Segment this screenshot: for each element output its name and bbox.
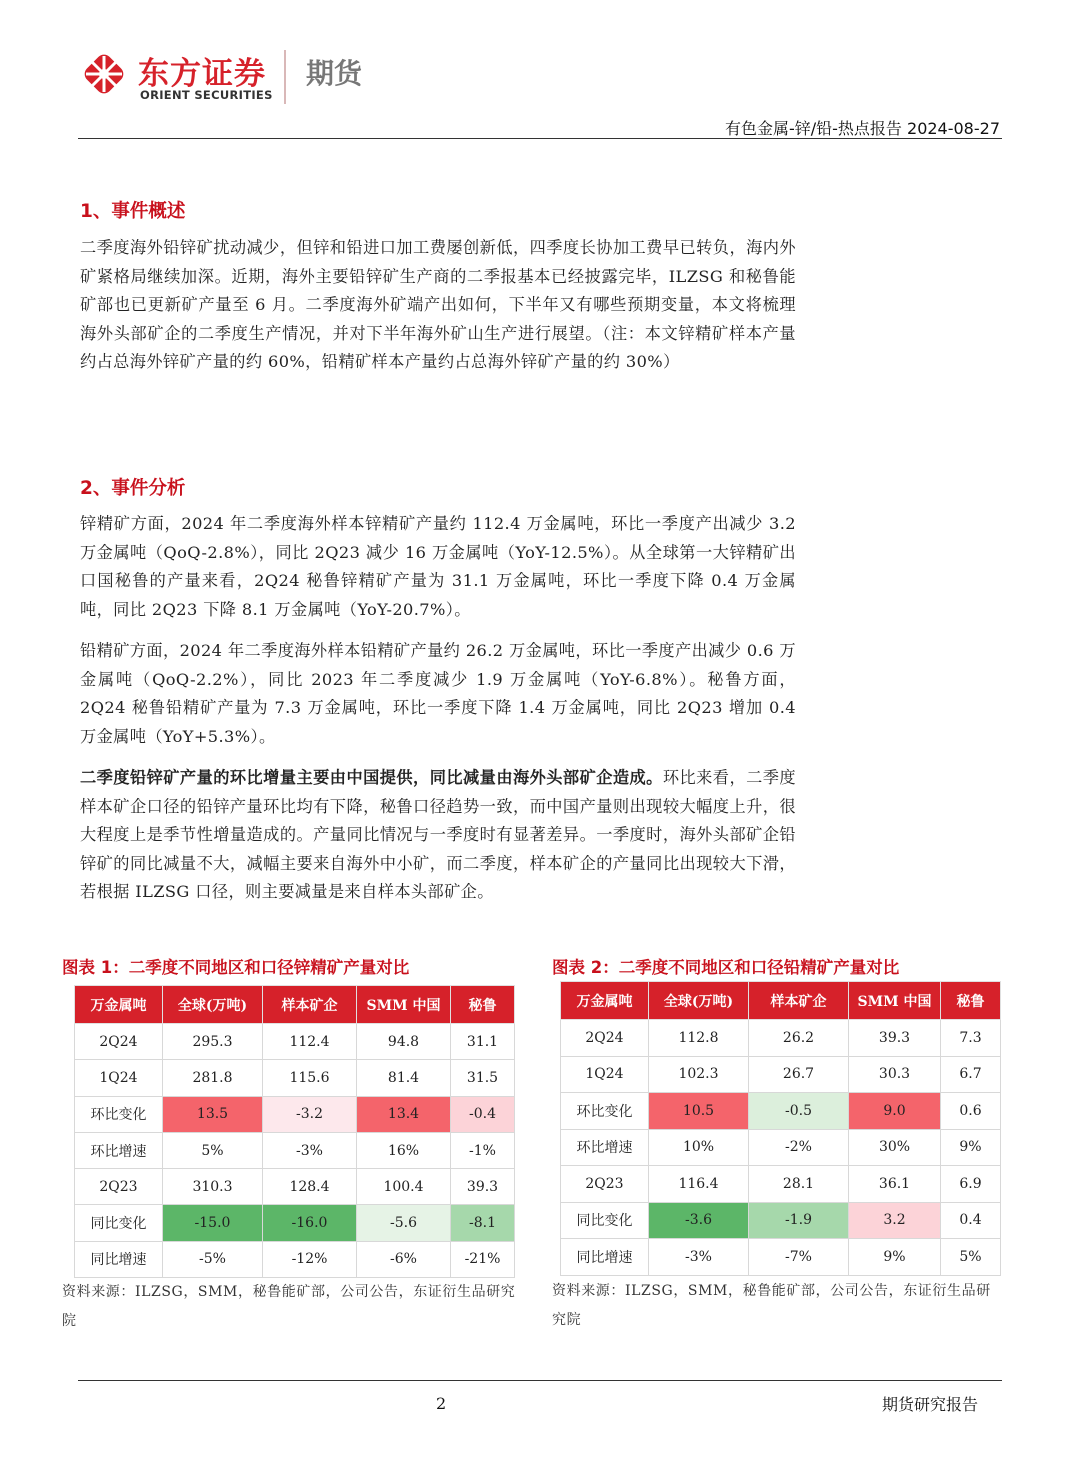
table-cell: 16% <box>357 1132 451 1168</box>
column-header: SMM 中国 <box>849 982 941 1020</box>
lead-comparison-table <box>560 981 1001 1276</box>
table-cell: 39.3 <box>849 1020 941 1057</box>
table-cell: 0.4 <box>941 1202 1001 1239</box>
table-row <box>561 1020 1001 1057</box>
table-cell: 36.1 <box>849 1166 941 1203</box>
row-label: 同比变化 <box>561 1202 649 1239</box>
table-row <box>561 1166 1001 1203</box>
table-row <box>561 1239 1001 1276</box>
table-cell: -2% <box>749 1129 849 1166</box>
table-cell: -3% <box>263 1132 357 1168</box>
table-cell: 81.4 <box>357 1060 451 1096</box>
row-label: 2Q23 <box>561 1166 649 1203</box>
summary-bold-lead: 二季度铅锌矿产量的环比增量主要由中国提供，同比减量由海外头部矿企造成。 <box>80 768 663 787</box>
table-cell: -7% <box>749 1239 849 1276</box>
table-cell: 112.4 <box>263 1024 357 1060</box>
table-cell: -1% <box>451 1132 515 1168</box>
report-line: 有色金属-锌/铅-热点报告 2024-08-27 <box>724 119 1000 138</box>
table-cell: -3% <box>649 1239 749 1276</box>
table-row <box>75 1241 515 1277</box>
row-label: 2Q23 <box>75 1169 163 1205</box>
table-row <box>561 1129 1001 1166</box>
table-cell: -12% <box>263 1241 357 1277</box>
header-rule <box>78 138 1002 139</box>
table-row <box>75 1060 515 1096</box>
table-cell: -16.0 <box>263 1205 357 1241</box>
table-cell: 30.3 <box>849 1056 941 1093</box>
table-cell: 0.6 <box>941 1093 1001 1130</box>
row-label: 2Q24 <box>75 1024 163 1060</box>
column-header: 全球(万吨) <box>163 986 263 1024</box>
column-header: 样本矿企 <box>749 982 849 1020</box>
table-cell: 31.5 <box>451 1060 515 1096</box>
table-cell: 9% <box>941 1129 1001 1166</box>
orient-logo-icon <box>78 48 130 100</box>
row-label: 1Q24 <box>75 1060 163 1096</box>
table-cell: -0.4 <box>451 1096 515 1132</box>
column-header: SMM 中国 <box>357 986 451 1024</box>
table-cell: -8.1 <box>451 1205 515 1241</box>
row-label: 环比变化 <box>561 1093 649 1130</box>
row-label: 同比增速 <box>561 1239 649 1276</box>
table-cell: 94.8 <box>357 1024 451 1060</box>
footer-rule <box>78 1380 1002 1381</box>
column-header: 秘鲁 <box>451 986 515 1024</box>
table-cell: -6% <box>357 1241 451 1277</box>
row-label: 环比增速 <box>75 1132 163 1168</box>
column-header: 秘鲁 <box>941 982 1001 1020</box>
table-cell: 13.5 <box>163 1096 263 1132</box>
row-label: 环比变化 <box>75 1096 163 1132</box>
table-cell: -1.9 <box>749 1202 849 1239</box>
row-label: 环比增速 <box>561 1129 649 1166</box>
table-row <box>75 1096 515 1132</box>
table-cell: -5.6 <box>357 1205 451 1241</box>
table-row <box>75 1169 515 1205</box>
table-row <box>75 1132 515 1168</box>
table-cell: -15.0 <box>163 1205 263 1241</box>
table-cell: 310.3 <box>163 1169 263 1205</box>
table-cell: 281.8 <box>163 1060 263 1096</box>
table-cell: 3.2 <box>849 1202 941 1239</box>
table-cell: 26.7 <box>749 1056 849 1093</box>
table-cell: 6.9 <box>941 1166 1001 1203</box>
zinc-comparison-table <box>74 985 515 1278</box>
table-cell: 112.8 <box>649 1020 749 1057</box>
table-cell: 5% <box>163 1132 263 1168</box>
table-cell: 128.4 <box>263 1169 357 1205</box>
table-cell: 26.2 <box>749 1020 849 1057</box>
table-cell: 5% <box>941 1239 1001 1276</box>
table-cell: 6.7 <box>941 1056 1001 1093</box>
table1-source: 资料来源：ILZSG，SMM，秘鲁能矿部，公司公告，东证衍生品研究院 <box>62 1284 516 1329</box>
table-cell: 9.0 <box>849 1093 941 1130</box>
page-number: 2 <box>436 1394 447 1413</box>
table-cell: 10% <box>649 1129 749 1166</box>
lead-paragraph: 铅精矿方面，2024 年二季度海外样本铅精矿产量约 26.2 万金属吨，环比一季度产出减少 0.6 万金属吨（QoQ-2.2%），同比 2023 年二季度减少 1.9 万金属吨（YoY-6.8%）。秘鲁方面，2Q24 秘鲁铅精矿产量为 7.3 万金属吨，环比一季度下降 1.4 万金属吨，同比 2Q23 增加 0.4 万金属吨（YoY+5.3%）。 <box>80 641 796 746</box>
row-label: 1Q24 <box>561 1056 649 1093</box>
row-label: 同比增速 <box>75 1241 163 1277</box>
table-cell: 102.3 <box>649 1056 749 1093</box>
table-row <box>75 1024 515 1060</box>
table-cell: 10.5 <box>649 1093 749 1130</box>
brand-name-cn: 东方证券 <box>138 56 266 92</box>
column-header: 万金属吨 <box>561 982 649 1020</box>
overview-paragraph: 二季度海外铅锌矿扰动减少，但锌和铅进口加工费屡创新低，四季度长协加工费早已转负，海内外矿紧格局继续加深。近期，海外主要铅锌矿生产商的二季报基本已经披露完毕，ILZSG 和秘鲁能矿部也已更新矿产量至 6 月。二季度海外矿端产出如何，下半年又有哪些预期变量，本文将梳理海外头部矿企的二季度生产情况，并对下半年海外矿山生产进行展望。（注：本文锌精矿样本产量约占总海外锌矿产量的约 60%，铅精矿样本产量约占总海外锌矿产量的约 30%） <box>80 238 796 371</box>
table-cell: 13.4 <box>357 1096 451 1132</box>
table-cell: 28.1 <box>749 1166 849 1203</box>
table1-title: 图表 1：二季度不同地区和口径锌精矿产量对比 <box>62 958 410 977</box>
brand-name-en: ORIENT SECURITIES <box>140 88 273 102</box>
zinc-paragraph: 锌精矿方面，2024 年二季度海外样本锌精矿产量约 112.4 万金属吨，环比一季度产出减少 3.2 万金属吨（QoQ-2.8%），同比 2Q23 减少 16 万金属吨（YoY-12.5%）。从全球第一大锌精矿出口国秘鲁的产量来看，2Q24 秘鲁锌精矿产量为 31.1 万金属吨，环比一季度下降 0.4 万金属吨，同比 2Q23 下降 8.1 万金属吨（YoY-20.7%）。 <box>80 514 796 619</box>
row-label: 同比变化 <box>75 1205 163 1241</box>
table-cell: 295.3 <box>163 1024 263 1060</box>
table-cell: 7.3 <box>941 1020 1001 1057</box>
brand-divider <box>284 50 286 104</box>
table-cell: -3.2 <box>263 1096 357 1132</box>
section-title-analysis: 2、事件分析 <box>80 478 186 499</box>
table-cell: 115.6 <box>263 1060 357 1096</box>
table-cell: 31.1 <box>451 1024 515 1060</box>
division-label: 期货 <box>306 57 363 90</box>
table-cell: 116.4 <box>649 1166 749 1203</box>
table-cell: -3.6 <box>649 1202 749 1239</box>
table-row <box>561 1093 1001 1130</box>
table-cell: 30% <box>849 1129 941 1166</box>
table-cell: -0.5 <box>749 1093 849 1130</box>
table-row <box>561 1202 1001 1239</box>
column-header: 万金属吨 <box>75 986 163 1024</box>
table-row <box>75 1205 515 1241</box>
footer-report-type: 期货研究报告 <box>881 1395 978 1414</box>
table-row <box>561 1056 1001 1093</box>
column-header: 样本矿企 <box>263 986 357 1024</box>
section-title-overview: 1、事件概述 <box>80 201 186 222</box>
row-label: 2Q24 <box>561 1020 649 1057</box>
table-cell: 39.3 <box>451 1169 515 1205</box>
summary-text: 环比来看，二季度样本矿企口径的铅锌产量环比均有下降，秘鲁口径趋势一致，而中国产量则出现较大幅度上升，很大程度上是季节性增量造成的。产量同比情况与一季度时有显著差异。一季度时，海外头部矿企铅锌矿的同比减量不大，减幅主要来自海外中小矿，而二季度，样本矿企的产量同比出现较大下滑，若根据 ILZSG 口径，则主要减量是来自样本头部矿企。 <box>80 768 796 901</box>
table-cell: 9% <box>849 1239 941 1276</box>
table2-source: 资料来源：ILZSG，SMM，秘鲁能矿部，公司公告，东证衍生品研究院 <box>552 1283 991 1328</box>
table-cell: 100.4 <box>357 1169 451 1205</box>
table-cell: -5% <box>163 1241 263 1277</box>
column-header: 全球(万吨) <box>649 982 749 1020</box>
table-cell: -21% <box>451 1241 515 1277</box>
table2-title: 图表 2：二季度不同地区和口径铅精矿产量对比 <box>552 958 900 977</box>
summary-paragraph <box>80 764 796 907</box>
